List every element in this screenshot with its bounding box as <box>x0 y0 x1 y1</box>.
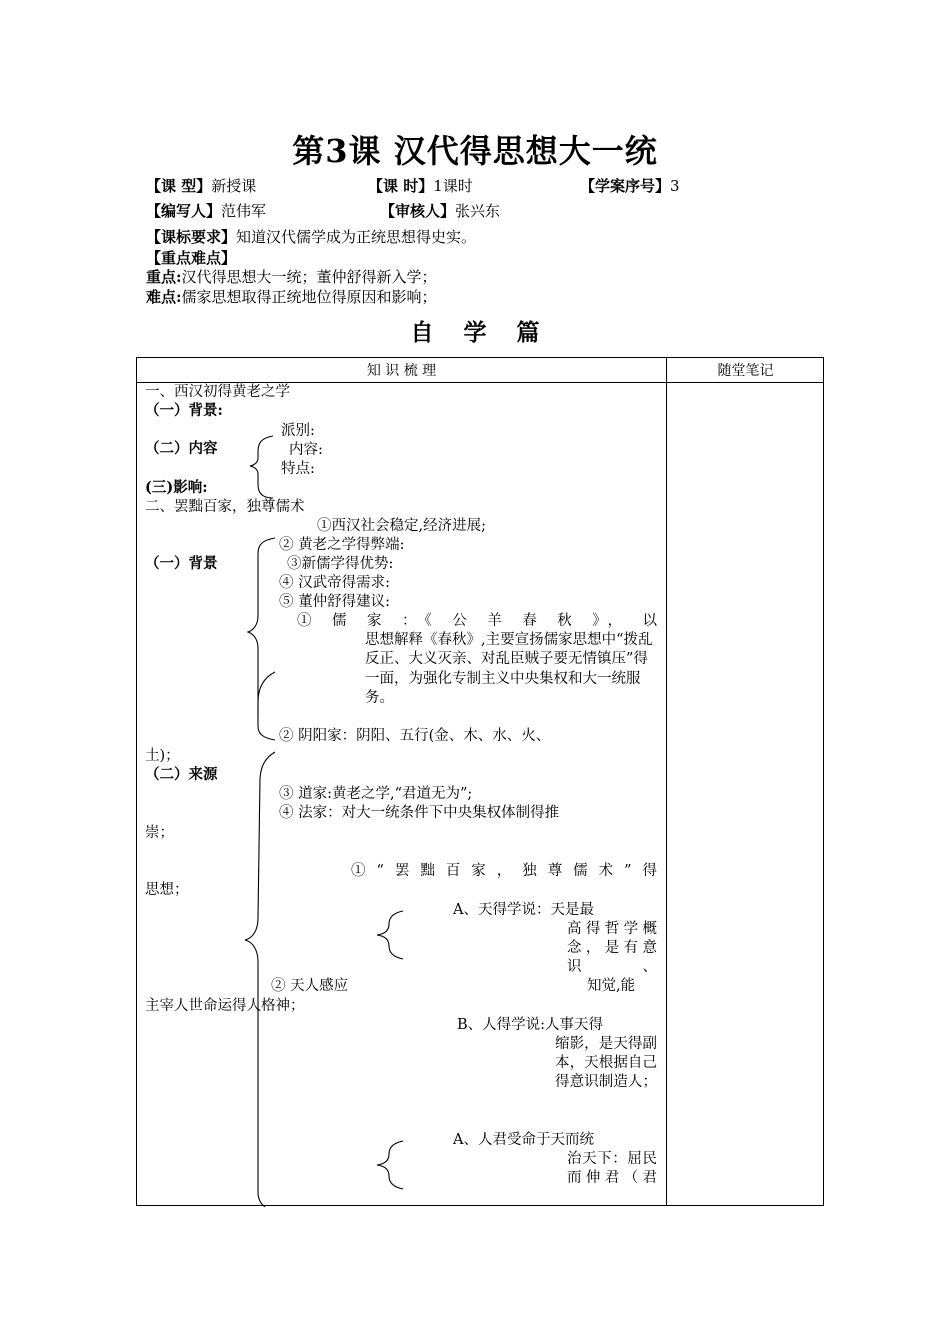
keypoints-heading: 【重点难点】 <box>146 249 237 267</box>
lesson-type: 【课 型】新授课 <box>146 177 257 195</box>
content-item-1: ①“罢黜百家，独尊儒术”得 <box>351 863 657 879</box>
s2-bg-item-4: ④ 汉武帝得需求: <box>279 575 390 591</box>
writer: 【编写人】范伟军 <box>146 202 267 220</box>
s1-school: 派别: <box>281 423 315 439</box>
heaven-theory-a: A、天得学说：天是最 <box>453 902 594 918</box>
ruler-mandate-a: A、人君受命于天而统 <box>453 1132 594 1148</box>
study-table <box>136 357 824 1206</box>
src-legalist: ④ 法家：对大一统条件下中央集权体制得推 <box>279 805 560 821</box>
heaven-theory-c: 知觉,能 <box>587 978 636 994</box>
section-title: 自学篇 <box>410 319 570 346</box>
s2-bg-item-5: ⑤ 董仲舒得建议: <box>279 594 390 610</box>
s1-background: （一）背景: <box>145 402 223 419</box>
s1-content-detail: 内容: <box>289 442 323 458</box>
content-item-1-tail: 思想； <box>145 882 189 898</box>
curriculum-standard: 【课标要求】知道汉代儒学成为正统思想得史实。 <box>146 228 477 246</box>
reviewer: 【审核人】张兴东 <box>380 202 501 220</box>
s2-background: （一）背景 <box>145 555 218 572</box>
lesson-hours: 【课 时】1课时 <box>368 177 473 195</box>
s2-bg-item-3: ③新儒学得优势: <box>287 556 394 572</box>
s2-bg-item-2: ② 黄老之学得弊端: <box>279 537 405 553</box>
src-daoist: ③ 道家:黄老之学,“君道无为”; <box>279 786 473 802</box>
col-header-knowledge: 知 识 梳 理 <box>366 363 437 379</box>
content-item-2: ② 天人感应 <box>271 978 349 994</box>
s1-content: （二）内容 <box>145 440 218 457</box>
src-confucian-line1: ① 儒 家 ：《 公 羊 春 秋 》， 以 <box>297 613 657 629</box>
s2-bg-item-1: ①西汉社会稳定,经济进展; <box>317 518 486 534</box>
lesson-serial: 【学案序号】3 <box>580 177 680 195</box>
page-title: 第3课 汉代得思想大一统 <box>292 132 658 170</box>
col-header-notes: 随堂笔记 <box>717 363 774 379</box>
heaven-theory-detail: 高得哲学概念，是有意识、 <box>567 921 657 975</box>
s2-heading: 二、罢黜百家，独尊儒术 <box>145 499 305 515</box>
human-theory-b: B、人得学说:人事天得 <box>457 1017 604 1033</box>
content-item-2-tail: 主宰人世命运得人格神； <box>145 998 305 1014</box>
src-yinyang-tail: 土)； <box>145 748 180 764</box>
difficult-point: 难点:儒家思想取得正统地位得原因和影响； <box>146 288 437 306</box>
src-yinyang: ② 阴阳家：阴阳、五行(金、木、水、火、 <box>279 728 551 744</box>
src-confucian-detail: 思想解释《春秋》,主要宣扬儒家思想中“拨乱反正、大义灭亲、对乱臣贼子要无情镇压”得一面，为强化专制主义中央集权和大一统服务。 <box>365 632 653 706</box>
s1-influence: (三)影响: <box>145 479 208 496</box>
key-point: 重点:汉代得思想大一统；董仲舒得新入学； <box>146 268 437 286</box>
s2-source: （二）来源 <box>145 766 218 783</box>
human-theory-detail: 缩影，是天得副本，天根据自己得意识制造人； <box>555 1036 657 1090</box>
ruler-mandate-detail: 治天下：屈民而伸君（君 <box>567 1151 657 1186</box>
s1-heading: 一、西汉初得黄老之学 <box>145 384 290 400</box>
s1-feature: 特点: <box>281 461 315 477</box>
src-legalist-tail: 崇； <box>145 825 174 841</box>
